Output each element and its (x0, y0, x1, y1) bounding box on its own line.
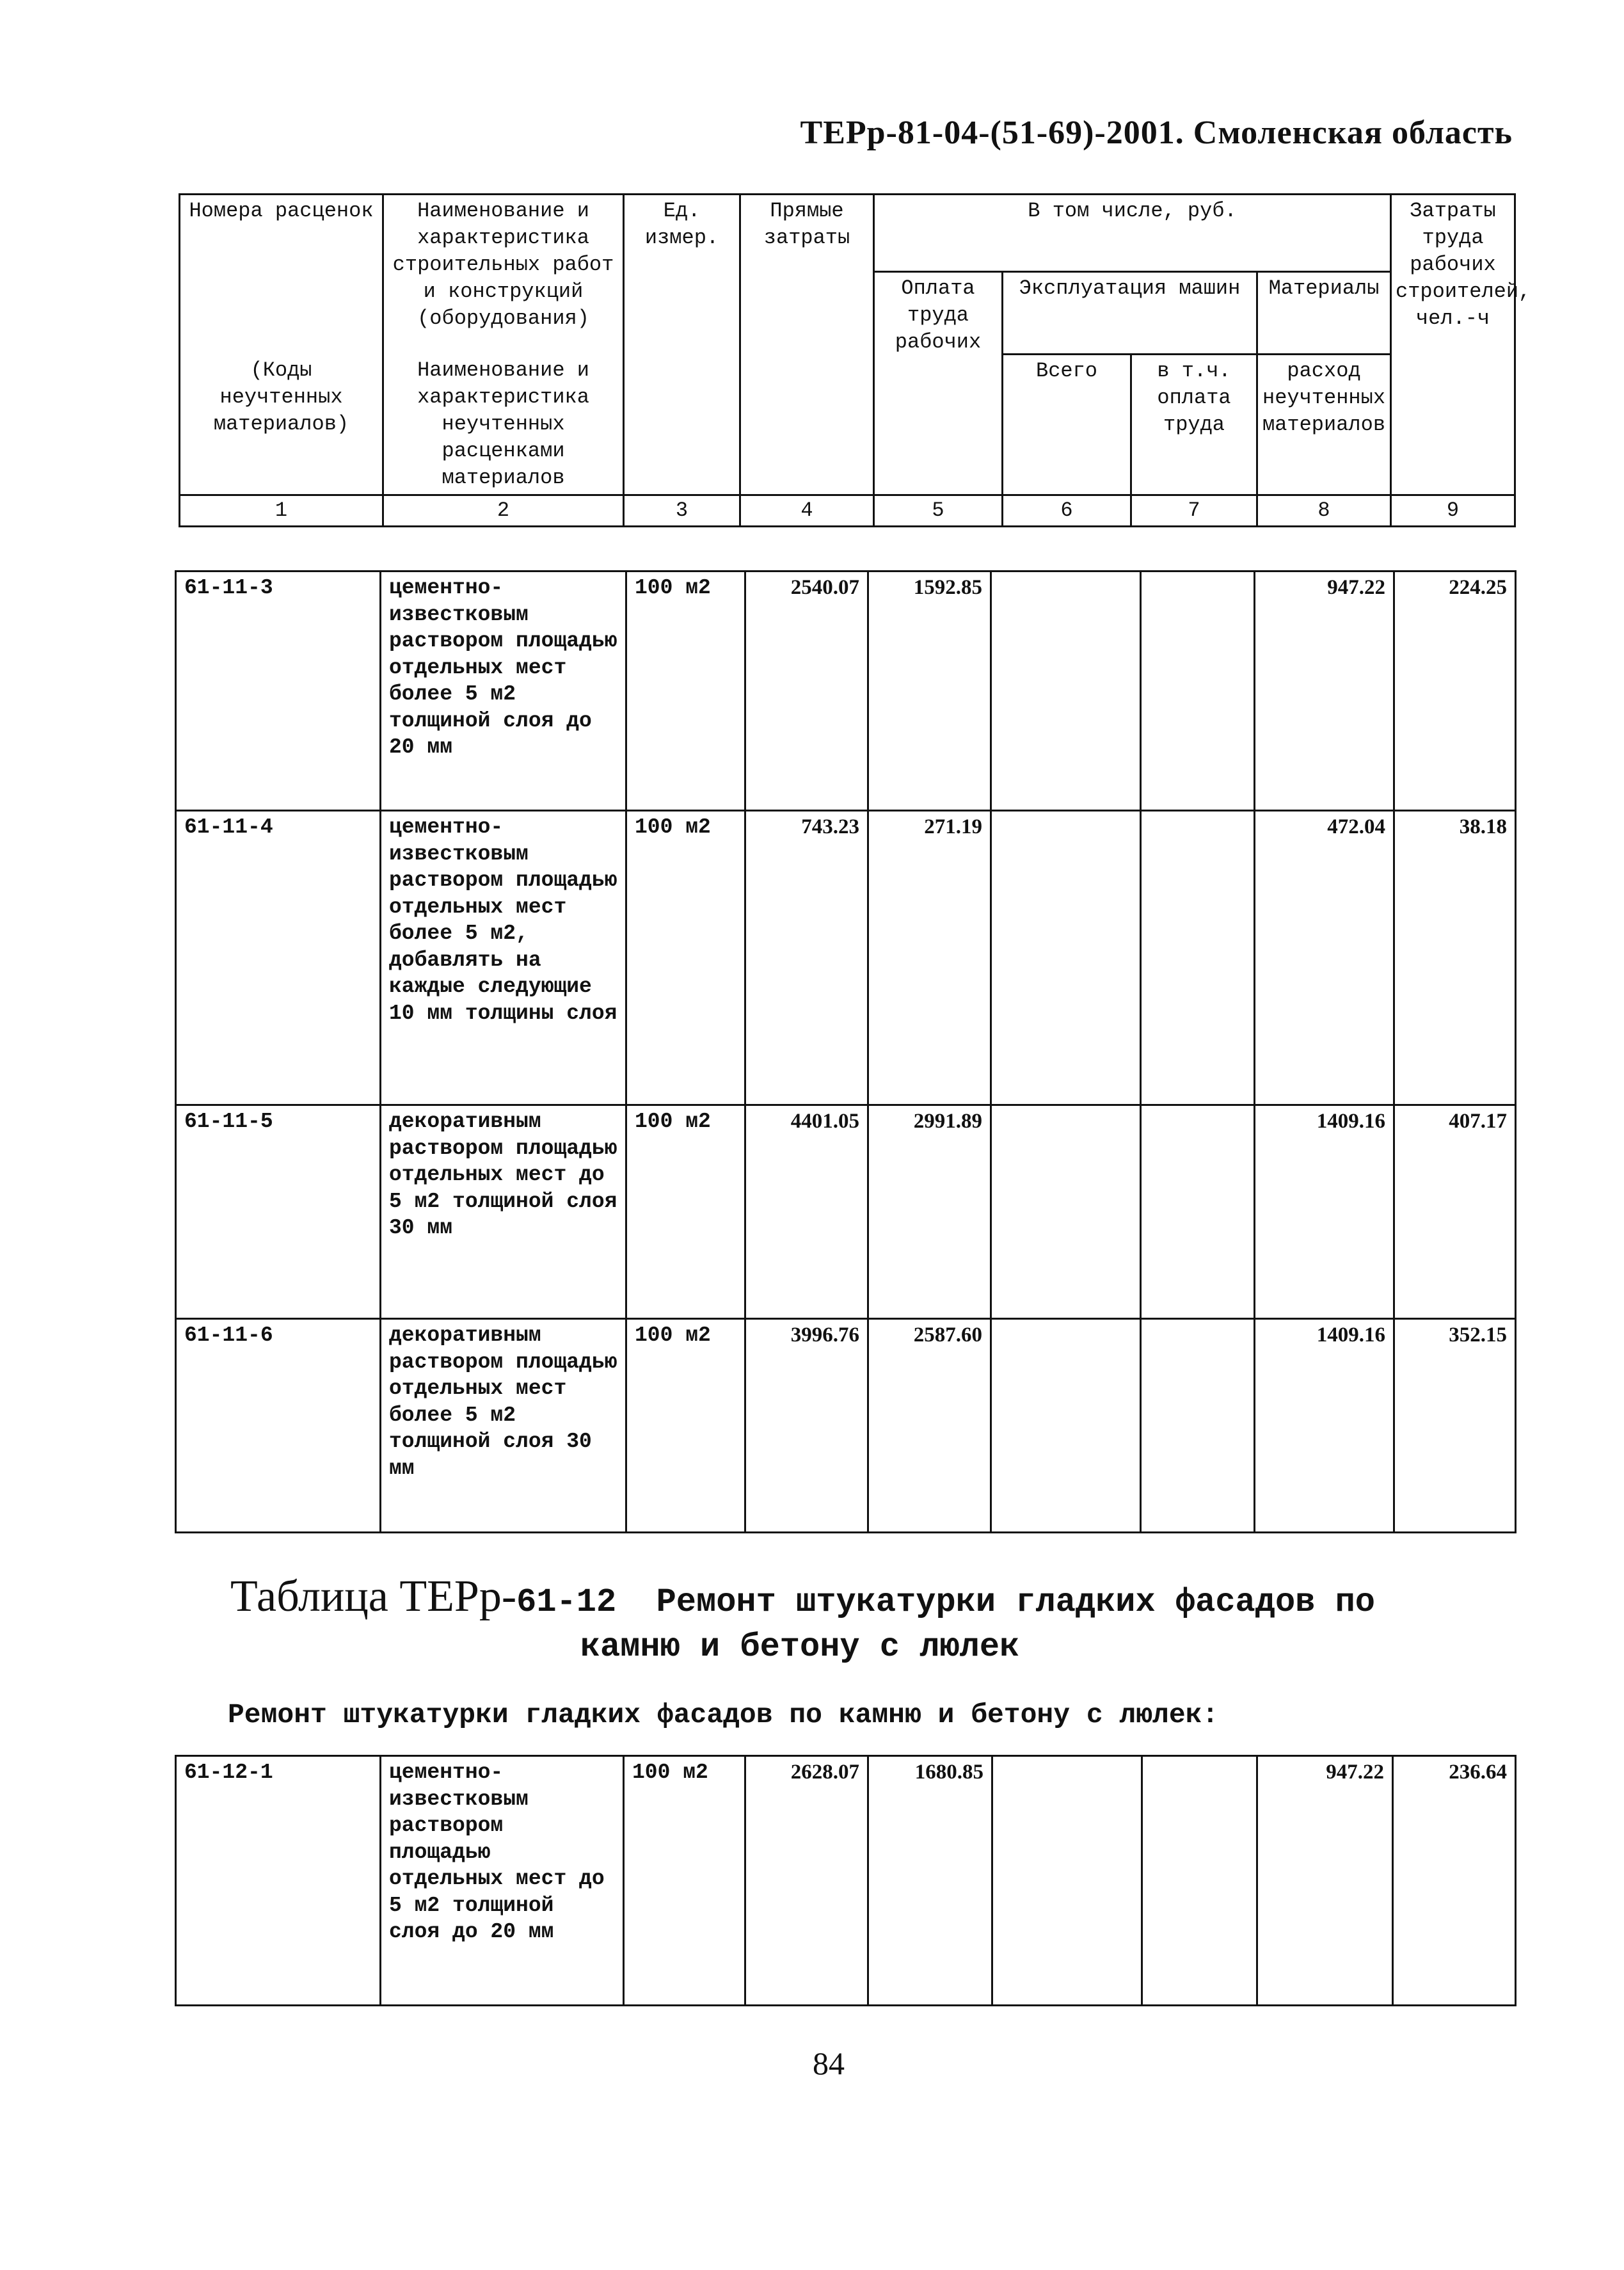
header-codes: Номера расценок (180, 195, 383, 355)
col-number: 9 (1391, 495, 1515, 526)
table-row (176, 1319, 1516, 1533)
section-title-code: 61-12 (516, 1583, 617, 1621)
unit: 100 м2 (626, 571, 745, 811)
rates-table-61-12 (175, 1755, 1517, 2006)
work-name: декоративным раствором площадью отдельных мест более 5 м2 толщиной слоя 30 мм (381, 1319, 626, 1533)
direct-costs: 743.23 (745, 811, 868, 1105)
unit: 100 м2 (626, 811, 745, 1105)
materials: 1409.16 (1255, 1319, 1394, 1533)
direct-costs: 3996.76 (745, 1319, 868, 1533)
header-labor-pay: Оплата труда рабочих (874, 272, 1003, 495)
labor-hours: 224.25 (1394, 571, 1516, 811)
col-number: 1 (180, 495, 383, 526)
unit: 100 м2 (624, 1756, 745, 2006)
col-number: 7 (1131, 495, 1257, 526)
machines-labor (1141, 1319, 1255, 1533)
col-number: 8 (1257, 495, 1391, 526)
materials: 1409.16 (1255, 1105, 1394, 1319)
header-work-name: Наименование и характеристика строительных работ и конструкций (оборудования) (383, 195, 624, 355)
labor-hours: 38.18 (1394, 811, 1516, 1105)
rate-code: 61-11-4 (176, 811, 381, 1105)
table-row (176, 571, 1516, 811)
table-row (176, 1756, 1516, 2006)
col-number: 3 (624, 495, 740, 526)
work-name: цементно-известковым раствором площадью отдельных мест до 5 м2 толщиной слоя до 20 мм (381, 1756, 624, 2006)
machines-labor (1141, 1105, 1255, 1319)
header-machines: Эксплуатация машин (1003, 272, 1257, 355)
work-name: декоративным раствором площадью отдельных мест до 5 м2 толщиной слоя 30 мм (381, 1105, 626, 1319)
col-number: 4 (740, 495, 874, 526)
direct-costs: 4401.05 (745, 1105, 868, 1319)
machines-total (991, 1105, 1141, 1319)
machines-labor (1141, 571, 1255, 811)
machines-labor (1141, 811, 1255, 1105)
col-number: 2 (383, 495, 624, 526)
page-header: ТЕРр-81-04-(51-69)-2001. Смоленская область (800, 115, 1513, 151)
unit: 100 м2 (626, 1319, 745, 1533)
rate-code: 61-11-5 (176, 1105, 381, 1319)
machines-total (991, 571, 1141, 811)
labor-hours: 352.15 (1394, 1319, 1516, 1533)
header-machines-labor: в т.ч. оплата труда (1131, 355, 1257, 495)
header-materials: Материалы (1257, 272, 1391, 355)
header-labor-hours: Затраты труда рабочих строителей, чел.-ч (1391, 195, 1515, 495)
page-number: 84 (813, 2045, 845, 2081)
col-number: 5 (874, 495, 1003, 526)
machines-total (991, 811, 1141, 1105)
labor-hours: 407.17 (1394, 1105, 1516, 1319)
table-row (176, 1105, 1516, 1319)
direct-costs: 2628.07 (745, 1756, 868, 2006)
materials: 947.22 (1257, 1756, 1393, 2006)
table-row (176, 811, 1516, 1105)
labor-hours: 236.64 (1393, 1756, 1516, 2006)
section-title-line1: Ремонт штукатурки гладких фасадов по (656, 1583, 1375, 1621)
labor-pay: 1592.85 (868, 571, 991, 811)
machines-total (992, 1756, 1142, 2006)
machines-labor (1142, 1756, 1257, 2006)
section-title-line2: камню и бетону с люлек (580, 1628, 1020, 1666)
header-material-codes: (Коды неучтенных материалов) (180, 355, 383, 495)
direct-costs: 2540.07 (745, 571, 868, 811)
labor-pay: 271.19 (868, 811, 991, 1105)
section-title (230, 1574, 1510, 1670)
rate-code: 61-11-3 (176, 571, 381, 811)
rate-code: 61-11-6 (176, 1319, 381, 1533)
rate-code: 61-12-1 (176, 1756, 381, 2006)
column-header-table (179, 193, 1531, 527)
header-unit: Ед. измер. (624, 195, 740, 495)
header-direct-costs: Прямые затраты (740, 195, 874, 495)
work-name: цементно-известковым раствором площадью отдельных мест более 5 м2 толщиной слоя до 20 мм (381, 571, 626, 811)
labor-pay: 1680.85 (868, 1756, 992, 2006)
unit: 100 м2 (626, 1105, 745, 1319)
header-materials-extra: расход неучтенных материалов (1257, 355, 1391, 495)
work-name: цементно-известковым раствором площадью отдельных мест более 5 м2, добавлять на каждые следующие 10 мм толщины слоя (381, 811, 626, 1105)
machines-total (991, 1319, 1141, 1533)
col-number: 6 (1003, 495, 1131, 526)
header-machines-total: Всего (1003, 355, 1131, 495)
section-title-lead: Таблица ТЕРр- (230, 1572, 517, 1621)
section-subtitle: Ремонт штукатурки гладких фасадов по камню и бетону с люлек: (228, 1699, 1219, 1730)
labor-pay: 2991.89 (868, 1105, 991, 1319)
labor-pay: 2587.60 (868, 1319, 991, 1533)
rates-table-61-11 (175, 570, 1517, 1533)
header-group: В том числе, руб. (874, 195, 1391, 272)
materials: 947.22 (1255, 571, 1394, 811)
materials: 472.04 (1255, 811, 1394, 1105)
header-material-name: Наименование и характеристика неучтенных расценками материалов (383, 355, 624, 495)
